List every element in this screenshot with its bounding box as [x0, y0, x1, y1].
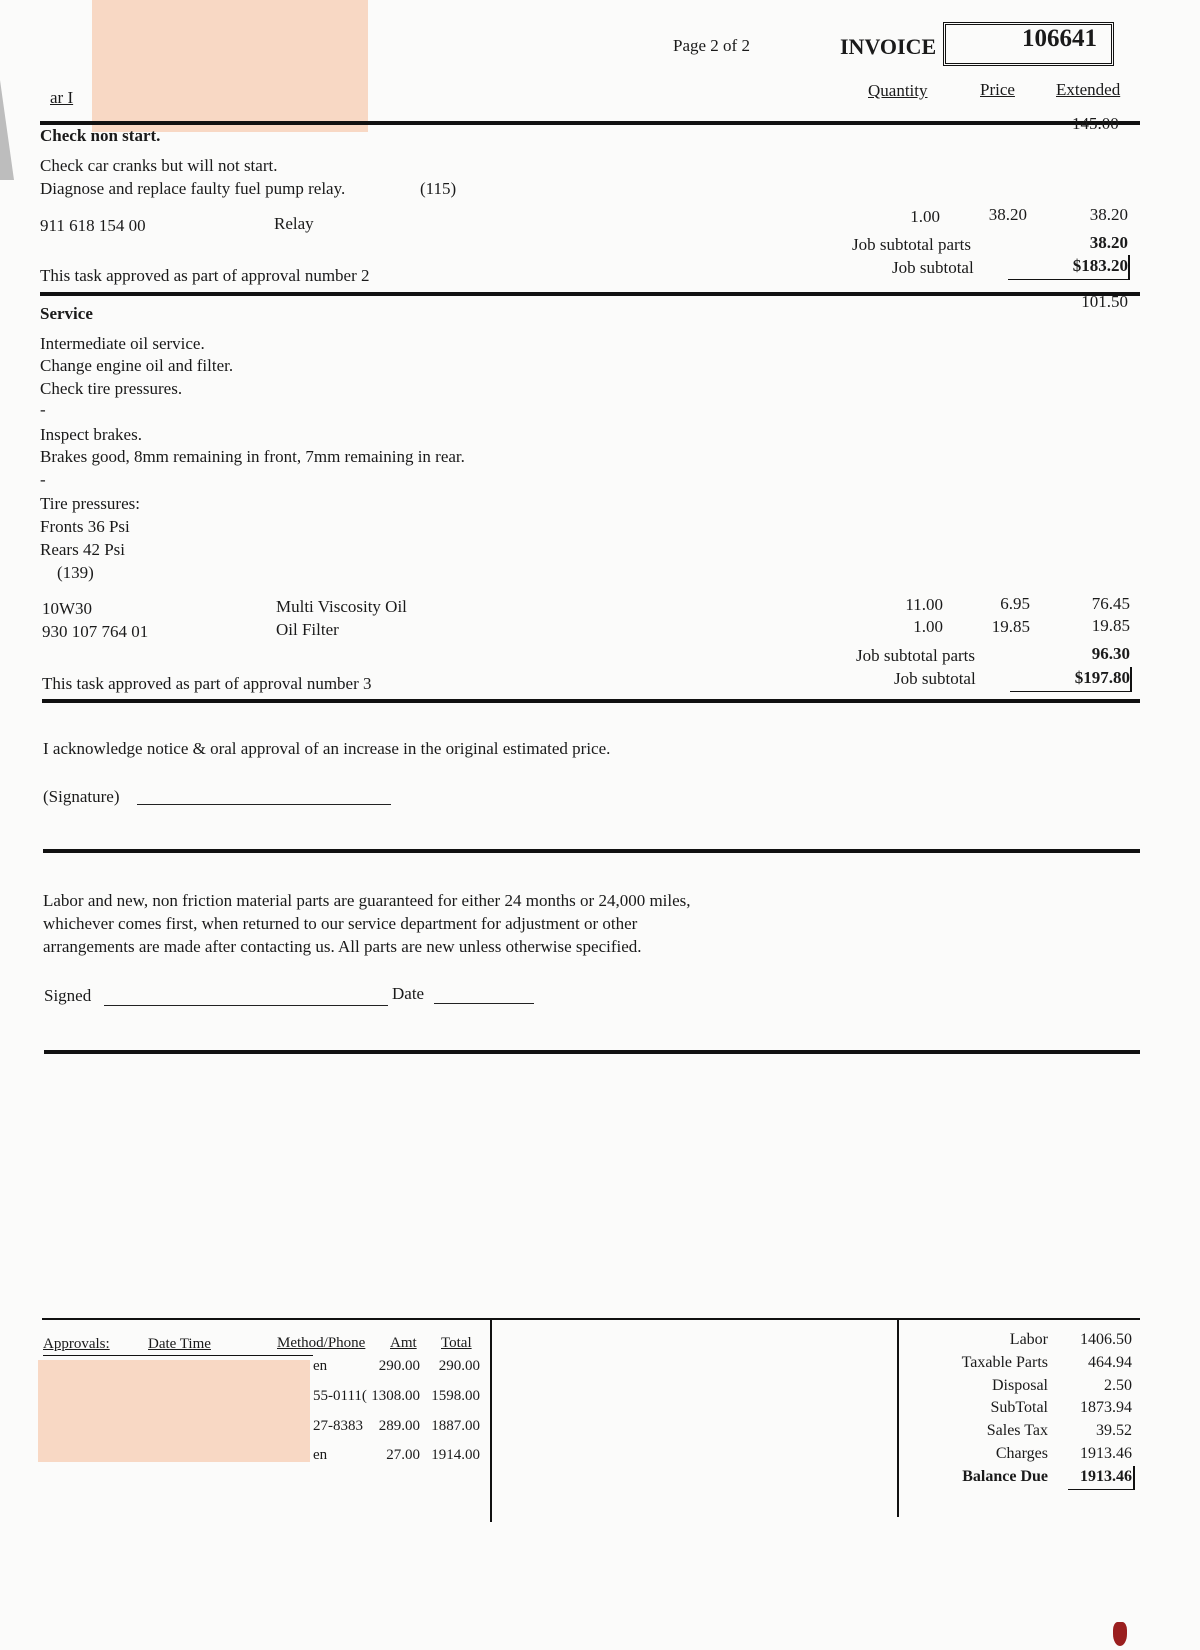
approvals-header-rule: [43, 1355, 313, 1356]
job2-line: Brakes good, 8mm remaining in front, 7mm remaining in rear.: [40, 447, 465, 466]
guarantee-line: arrangements are made after contacting us. All parts are new unless otherwise specified.: [43, 937, 642, 956]
footer-divider-right: [897, 1320, 899, 1517]
page-indicator: Page 2 of 2: [673, 36, 750, 55]
job2-line: Change engine oil and filter.: [40, 356, 234, 375]
job1-parts-subtotal: 38.20: [1089, 233, 1128, 252]
balance-due-bar: [1133, 1466, 1135, 1490]
redacted-logo-area: [92, 0, 368, 132]
job2-line: Rears 42 Psi: [40, 540, 125, 559]
job2-line: Fronts 36 Psi: [40, 517, 130, 536]
totals-value: 39.52: [1096, 1422, 1132, 1439]
job2-subtotal-bar: [1130, 667, 1132, 692]
approvals-header-amt: Amt: [390, 1335, 417, 1351]
redacted-approvals-area: [38, 1360, 310, 1462]
approvals-header: Approvals:: [43, 1336, 110, 1352]
job1-parts-subtotal-label: Job subtotal parts: [852, 235, 971, 254]
job2-parts-subtotal-label: Job subtotal parts: [856, 646, 975, 665]
footer-top-rule: [42, 1318, 1140, 1320]
approvals-header-datetime: Date Time: [148, 1336, 211, 1352]
approval-row-method: en: [313, 1358, 328, 1374]
balance-due-value: 1913.46: [1080, 1468, 1132, 1485]
job1-code: (115): [420, 179, 457, 198]
job2-part-qty: 1.00: [913, 617, 943, 636]
job2-title: Service: [40, 304, 93, 323]
job2-part-price: 6.95: [1000, 594, 1030, 613]
job2-part-number: 930 107 764 01: [42, 622, 149, 641]
totals-value: 464.94: [1088, 1354, 1132, 1371]
approvals-header-method: Method/Phone: [277, 1335, 366, 1351]
job2-line: Intermediate oil service.: [40, 334, 205, 353]
totals-value: 1913.46: [1080, 1445, 1132, 1462]
invoice-number: 106641: [1022, 25, 1097, 52]
guarantee-line: whichever comes first, when returned to our service department for adjustment or other: [43, 914, 638, 933]
approval-row-total: 290.00: [438, 1358, 480, 1374]
approval-row-total: 1598.00: [431, 1388, 480, 1404]
signed-label: Signed: [44, 986, 92, 1005]
totals-label: Charges: [995, 1445, 1048, 1462]
signed-line[interactable]: [104, 991, 388, 1006]
job2-line: -: [40, 400, 46, 419]
job2-part-number: 10W30: [42, 599, 93, 618]
job1-approval-note: This task approved as part of approval number 2: [40, 266, 370, 285]
approval-row-amt: 1308.00: [371, 1388, 420, 1404]
totals-label: Taxable Parts: [961, 1354, 1048, 1371]
job1-part-desc: Relay: [274, 214, 314, 233]
job2-subtotal-underline: [1010, 691, 1132, 692]
job2-part-extended: 76.45: [1091, 594, 1130, 613]
job1-part-price: 38.20: [988, 205, 1027, 224]
balance-due-underline: [1068, 1489, 1134, 1490]
approval-row-amt: 290.00: [378, 1358, 420, 1374]
approval-row-amt: 289.00: [378, 1418, 420, 1434]
approval-row-method: 55-0111(: [313, 1388, 367, 1404]
approval-row-method: en: [313, 1447, 328, 1463]
guarantee-line: Labor and new, non friction material parts are guaranteed for either 24 months or 24,000 miles,: [43, 891, 691, 910]
job2-line: -: [40, 470, 46, 489]
job1-line: Check car cranks but will not start.: [40, 156, 278, 175]
job2-line: Tire pressures:: [40, 494, 140, 513]
totals-value: 1406.50: [1080, 1331, 1132, 1348]
job2-labor-extended: 101.50: [1081, 292, 1128, 311]
totals-value: 2.50: [1104, 1377, 1132, 1394]
guarantee-rule: [44, 1050, 1140, 1054]
job1-subtotal-bar: [1128, 255, 1130, 280]
signature-label: (Signature): [43, 787, 120, 806]
ink-spot: [1113, 1622, 1127, 1646]
job2-line: Check tire pressures.: [40, 379, 183, 398]
totals-label: Disposal: [992, 1377, 1048, 1394]
job2-line: Inspect brakes.: [40, 425, 142, 444]
job1-subtotal: $183.20: [1072, 256, 1128, 275]
job2-part-desc: Multi Viscosity Oil: [276, 597, 407, 616]
job2-parts-subtotal: 96.30: [1091, 644, 1130, 663]
job1-line: Diagnose and replace faulty fuel pump relay.: [40, 179, 346, 198]
approval-row-amt: 27.00: [386, 1447, 420, 1463]
column-header-price: Price: [980, 80, 1015, 99]
job2-part-price: 19.85: [991, 617, 1030, 636]
acknowledge-rule: [43, 849, 1140, 853]
approval-row-total: 1887.00: [431, 1418, 480, 1434]
totals-label: Sales Tax: [986, 1422, 1048, 1439]
totals-value: 1873.94: [1080, 1399, 1132, 1416]
date-label: Date: [392, 984, 425, 1003]
approval-row-total: 1914.00: [431, 1447, 480, 1463]
balance-due-label: Balance Due: [962, 1468, 1048, 1485]
job1-part-number: 911 618 154 00: [40, 216, 146, 235]
job1-subtotal-label: Job subtotal: [892, 258, 974, 277]
job2-part-extended: 19.85: [1091, 616, 1130, 635]
job1-title: Check non start.: [40, 126, 161, 145]
column-header-quantity: Quantity: [868, 81, 928, 100]
acknowledge-text: I acknowledge notice & oral approval of an increase in the original estimated price.: [43, 739, 611, 758]
job1-part-qty: 1.00: [910, 207, 940, 226]
job2-separator-rule: [42, 699, 1140, 703]
approvals-header-total: Total: [441, 1335, 472, 1351]
job2-approval-note: This task approved as part of approval number 3: [42, 674, 372, 693]
job2-part-qty: 11.00: [905, 595, 943, 614]
header-rule: [40, 121, 1140, 125]
folded-corner-mark: [0, 80, 14, 180]
approval-row-method: 27-8383: [313, 1418, 363, 1434]
job1-subtotal-underline: [1008, 279, 1130, 280]
totals-label: SubTotal: [990, 1399, 1048, 1416]
job2-part-desc: Oil Filter: [276, 620, 339, 639]
job2-subtotal-label: Job subtotal: [894, 669, 976, 688]
totals-label: Labor: [1009, 1331, 1048, 1348]
job2-line: (139): [40, 563, 94, 582]
column-header-extended: Extended: [1056, 80, 1121, 99]
job2-subtotal: $197.80: [1074, 668, 1130, 687]
signature-line[interactable]: [137, 790, 391, 805]
job1-part-extended: 38.20: [1089, 205, 1128, 224]
job1-separator-rule: [40, 292, 1140, 296]
invoice-label: INVOICE: [840, 34, 937, 59]
date-line[interactable]: [434, 989, 534, 1004]
footer-divider-left: [490, 1320, 492, 1522]
job1-labor-extended: 145.00: [1072, 114, 1119, 133]
header-partial-label: ar I: [50, 88, 74, 107]
